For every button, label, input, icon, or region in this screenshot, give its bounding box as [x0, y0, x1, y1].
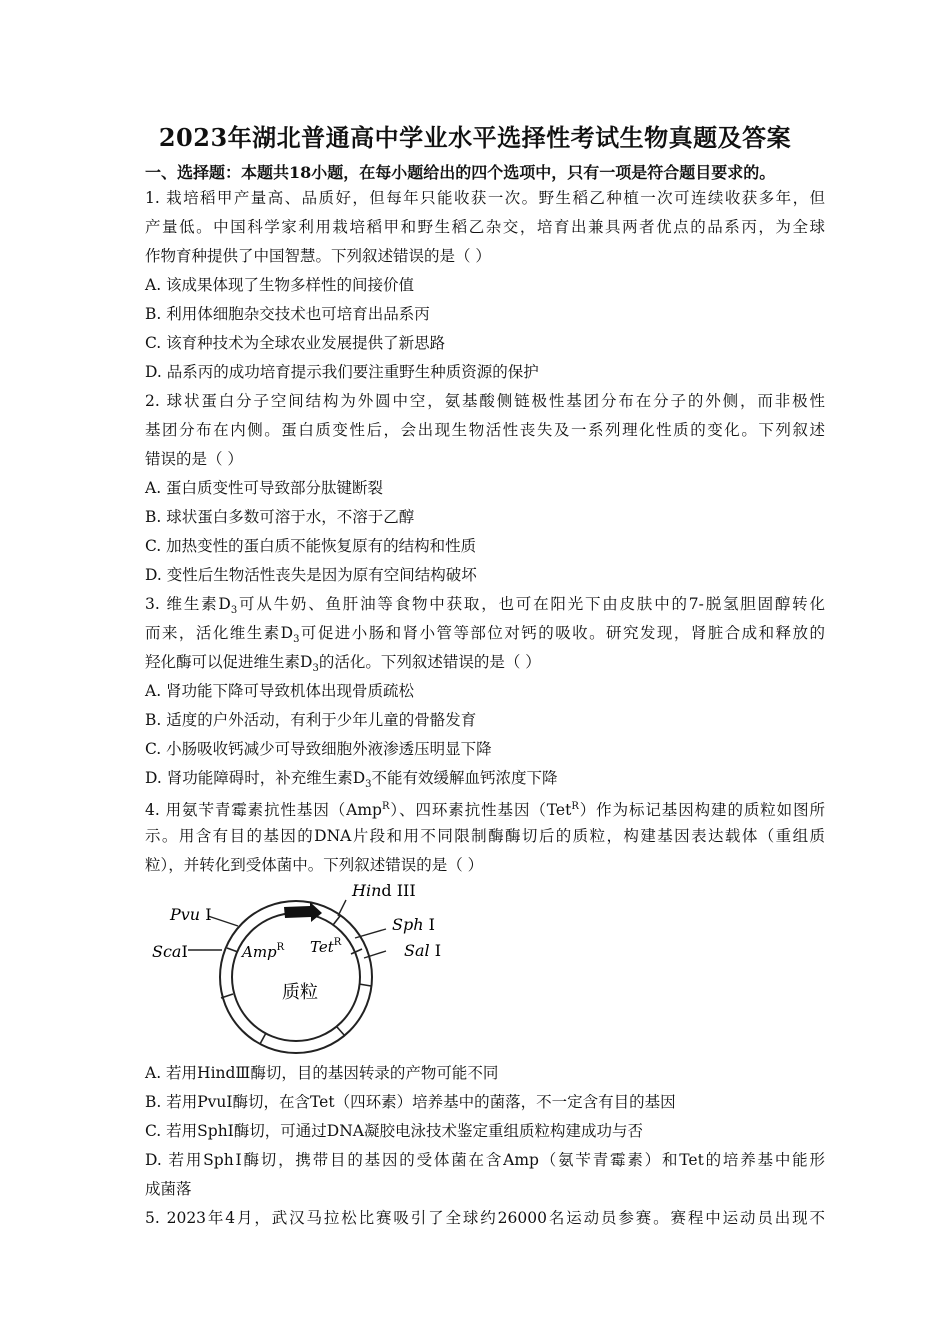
- promoter-arrow-icon: [284, 902, 322, 922]
- question-3-line-3: 羟化酶可以促进维生素$D_3$的活化。下列叙述错误的是（ ）: [145, 653, 541, 675]
- question-1-line-1: 1. 栽培稻甲产量高、品质好，但每年只能收获一次。野生稻乙种植一次可连续收获多年，但: [145, 189, 825, 207]
- question-4-option-a: A. 若用HindⅢ酶切，目的基因转录的产物可能不同: [145, 1064, 499, 1082]
- question-2-option-b: B. 球状蛋白多数可溶于水，不溶于乙醇: [145, 508, 415, 526]
- question-4-option-d-line-1: D. 若用SphⅠ酶切，携带目的基因的受体菌在含Amp（氨苄青霉素）和Tet的培养基中能形: [145, 1151, 825, 1169]
- question-1-option-a: A. 该成果体现了生物多样性的间接价值: [145, 276, 415, 294]
- question-4-option-d-line-2: 成菌落: [145, 1180, 192, 1198]
- question-3-option-d: D. 肾功能障碍时，补充维生素$D_3$不能有效缓解血钙浓度下降: [145, 769, 558, 791]
- question-2-line-3: 错误的是（ ）: [145, 450, 243, 468]
- pvu-i-label: Pvu I: [170, 905, 212, 924]
- question-4-line-2: 示。用含有目的基因的DNA片段和用不同限制酶酶切后的质粒，构建基因表达载体（重组质: [145, 827, 825, 845]
- question-1-option-d: D. 品系丙的成功培育提示我们要注重野生种质资源的保护: [145, 363, 539, 381]
- tet-r-gene-label: Tet$^R$: [310, 937, 342, 956]
- sph-i-label: Sph I: [392, 915, 435, 934]
- question-1-line-3: 作物育种提供了中国智慧。下列叙述错误的是（ ）: [145, 247, 491, 265]
- question-2-option-a: A. 蛋白质变性可导致部分肽键断裂: [145, 479, 384, 497]
- plasmid-svg: [150, 876, 450, 1056]
- question-3-line-1: 3. 维生素$D_3$可从牛奶、鱼肝油等食物中获取，也可在阳光下由皮肤中的7-脱氢胆固醇转化: [145, 595, 825, 617]
- question-5-line-1: 5. 2023年4月，武汉马拉松比赛吸引了全球约26000名运动员参赛。赛程中运动员出现不: [145, 1209, 825, 1227]
- section-heading: 一、选择题：本题共18小题，在每小题给出的四个选项中，只有一项是符合题目要求的。: [145, 163, 776, 182]
- question-1-option-b: B. 利用体细胞杂交技术也可培育出品系丙: [145, 305, 430, 323]
- question-2-line-2: 基团分布在内侧。蛋白质变性后，会出现生物活性丧失及一系列理化性质的变化。下列叙述: [145, 421, 825, 439]
- question-3-option-b: B. 适度的户外活动，有利于少年儿童的骨骼发育: [145, 711, 477, 729]
- question-2-line-1: 2. 球状蛋白分子空间结构为外圆中空，氨基酸侧链极性基团分布在分子的外侧，而非极性: [145, 392, 825, 410]
- question-3-option-a: A. 肾功能下降可导致机体出现骨质疏松: [145, 682, 415, 700]
- question-1-option-c: C. 该育种技术为全球农业发展提供了新思路: [145, 334, 446, 352]
- plasmid-inner-ring: [232, 913, 360, 1041]
- plasmid-center-label: 质粒: [282, 982, 318, 1003]
- question-1-line-2: 产量低。中国科学家利用栽培稻甲和野生稻乙杂交，培育出兼具两者优点的品系丙，为全球: [145, 218, 825, 236]
- question-3-option-c: C. 小肠吸收钙减少可导致细胞外液渗透压明显下降: [145, 740, 492, 758]
- question-4-line-3: 粒），并转化到受体菌中。下列叙述错误的是（ ）: [145, 856, 484, 874]
- page-title: 2023年湖北普通高中学业水平选择性考试生物真题及答案: [158, 123, 792, 152]
- plasmid-diagram: [150, 876, 450, 1056]
- plasmid-outer-ring: [220, 901, 372, 1053]
- question-4-option-b: B. 若用PvuⅠ酶切，在含Tet（四环素）培养基中的菌落，不一定含有目的基因: [145, 1093, 676, 1111]
- amp-r-gene-label: Amp$^R$: [242, 942, 285, 961]
- question-4-line-1: 4. 用氨苄青霉素抗性基因（Amp$^R$）、四环素抗性基因（Tet$^R$）作为标记基因构建的质粒如图所: [145, 801, 826, 820]
- question-2-option-d: D. 变性后生物活性丧失是因为原有空间结构破坏: [145, 566, 477, 584]
- question-4-option-c: C. 若用SphⅠ酶切，可通过DNA凝胶电泳技术鉴定重组质粒构建成功与否: [145, 1122, 643, 1140]
- question-2-option-c: C. 加热变性的蛋白质不能恢复原有的结构和性质: [145, 537, 477, 555]
- hind-iii-label: Hind III: [352, 881, 416, 900]
- plasmid-segment-dividers: [221, 916, 371, 1044]
- sal-i-label: Sal I: [404, 941, 442, 960]
- question-3-line-2: 而来，活化维生素$D_3$可促进小肠和肾小管等部位对钙的吸收。研究发现，肾脏合成和释放的: [145, 624, 825, 646]
- sca-i-label: ScaI: [152, 942, 188, 961]
